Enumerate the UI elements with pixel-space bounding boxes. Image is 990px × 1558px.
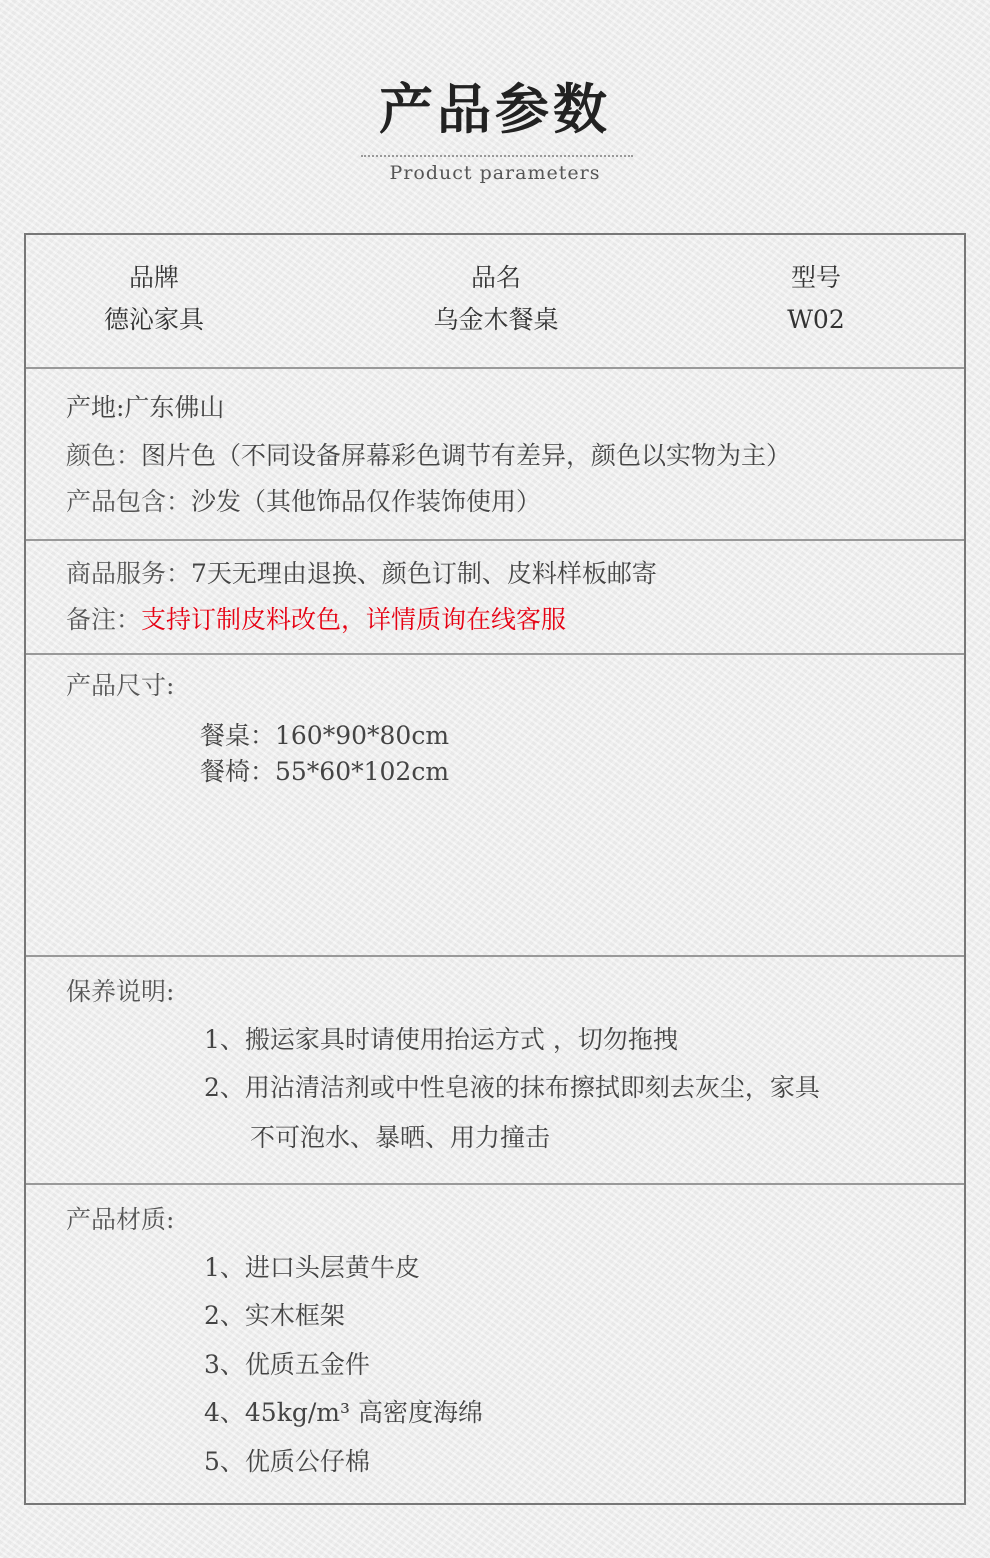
brand-label: 品牌 [128,263,179,292]
product-name-label: 品名 [470,263,521,292]
product-name-cell [396,257,596,341]
care-item: 1、搬运家具时请使用抬运方式 ，切勿拖拽 [204,1025,678,1054]
material-item: 3、优质五金件 [204,1350,370,1379]
page-header [0,0,990,230]
material-item: 4、45kg/m³ 高密度海绵 [204,1398,483,1427]
color-label: 颜色： [66,441,142,470]
color-value: 图片色（不同设备屏幕彩色调节有差异，颜色以实物为主） [141,441,792,470]
product-name-value: 乌金木餐桌 [433,305,559,334]
size-section [26,655,964,957]
note-value: 支持订制皮料改色，详情质询在线客服 [141,605,567,634]
service-section [26,541,964,655]
material-label: 产品材质: [66,1205,175,1234]
care-section [26,957,964,1185]
page-title: 产品参数 [379,78,611,141]
service-label: 商品服务： [66,559,192,588]
page-subtitle: Product parameters [389,162,601,184]
material-item: 1、进口头层黄牛皮 [204,1253,420,1282]
size-label: 产品尺寸: [66,671,175,700]
size-item-table: 餐桌：160*90*80cm [200,721,450,750]
origin-text: 产地:广东佛山 [66,393,225,422]
care-label: 保养说明: [66,977,175,1006]
service-row [66,557,657,591]
material-section [26,1185,964,1503]
model-label: 型号 [790,263,841,292]
package-value: 沙发（其他饰品仅作装饰使用） [191,487,542,516]
care-item: 2、用沾清洁剂或中性皂液的抹布擦拭即刻去灰尘，家具 [204,1073,820,1102]
care-item-continued: 不可泡水、暴晒、用力撞击 [250,1123,551,1152]
color-row [66,439,791,473]
model-value: W02 [787,305,845,334]
parameter-table [24,233,966,1505]
brand-cell [78,257,230,341]
brand-value: 德沁家具 [103,305,204,334]
title-divider [361,155,633,157]
basic-info-section [26,235,964,369]
package-label: 产品包含： [66,487,192,516]
package-row [66,485,541,519]
service-value: 7天无理由退换、颜色订制、皮料样板邮寄 [191,559,657,588]
note-label: 备注： [66,605,142,634]
note-row [66,603,566,637]
material-item: 2、实木框架 [204,1301,345,1330]
origin-color-section [26,369,964,541]
model-cell [761,257,871,341]
material-item: 5、优质公仔棉 [204,1447,370,1476]
size-item-chair: 餐椅：55*60*102cm [200,757,450,786]
